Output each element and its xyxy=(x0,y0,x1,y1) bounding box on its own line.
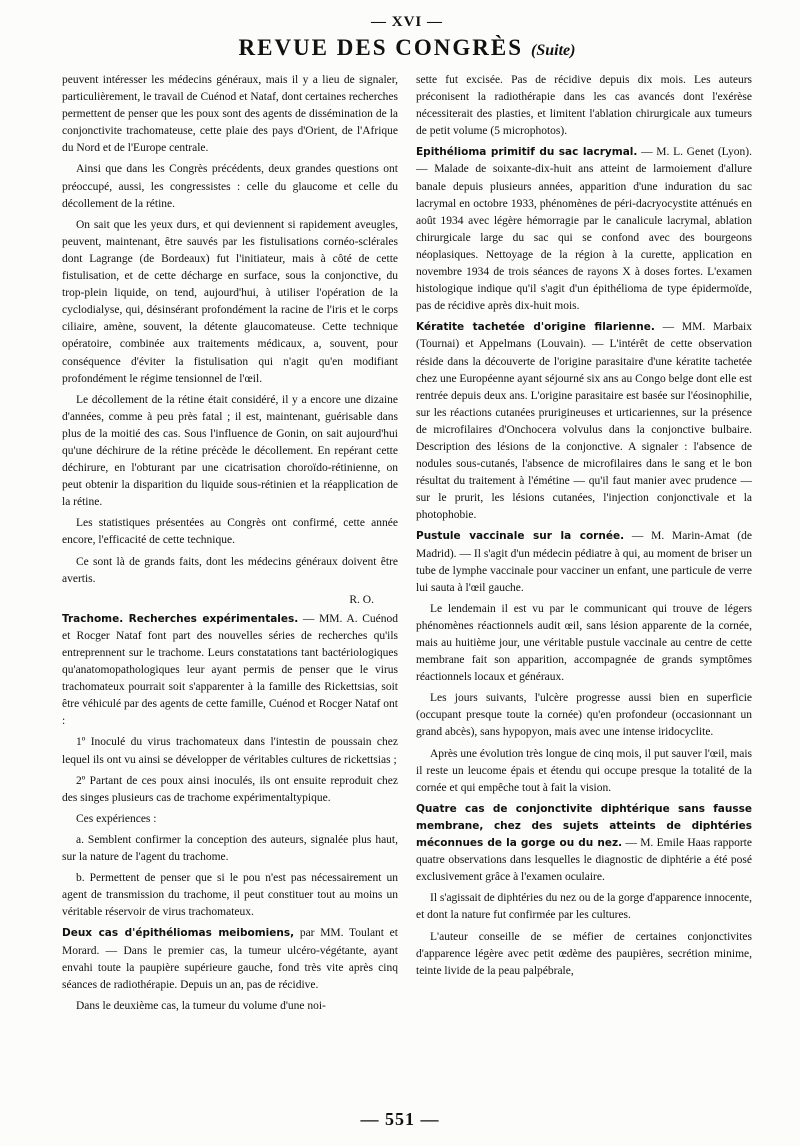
list-item: 1º Inoculé du virus trachomateux dans l'intestin de poussain chez lequel ils ont vu ainsi se développer de véritables cultures de rickettsias ; xyxy=(62,736,398,766)
section-title: Kératite tachetée d'origine filarienne. xyxy=(416,321,655,334)
page-number: — 551 — xyxy=(360,1109,440,1129)
paragraph: Le décollement de la rétine était considéré, il y a encore une dizaine d'années, comme à peu près fatal ; il est, maintenant, guérisable dans plus de la moitié des cas. Sous l'influence de Gonin, on sait aujourd'hui qu'une déchirure de la rétine précède le décollement. En repérant cette déchirure, en l'obturant par une cicatrisation choroïdo-rétinienne, on peut obtenir la disparition du liquide sous-rétinien et la réapplication de la rétine. xyxy=(62,393,398,509)
list-item: a. Semblent confirmer la conception des auteurs, signalée plus haut, sur la nature de l'agent du trachome. xyxy=(62,833,398,864)
section-pustule-vaccinale xyxy=(416,528,752,596)
section-text: par MM. Toulant et Morard. — Dans le premier cas, la tumeur ulcéro-végétante, ayant envahi toute la paupière supérieure gauche, fond très vite après cinq séances de radiothérapie. Depuis un an, pas de récidive. xyxy=(62,927,398,991)
paragraph: Ainsi que dans les Congrès précédents, deux grandes questions ont préoccupé, aussi, les congressistes : celle du glaucome et celle du décollement de la rétine. xyxy=(62,163,398,210)
running-head xyxy=(62,33,752,66)
paragraph: Ce sont là de grands faits, dont les médecins généraux doivent être avertis. xyxy=(62,555,398,585)
paragraph: Le lendemain il est vu par le communicant qui trouve de légers phénomènes réactionnels audit œil, sans lésion apparente de la cornée, mais au huitième jour, une véritable pustule vaccinale au centre de cette membrane fait son apparition, accompagnée de grands symptômes réactionnels locaux et généraux. xyxy=(416,602,752,684)
page-number-roman: — XVI — xyxy=(370,14,443,30)
section-epithelioma-sac-lacrymal xyxy=(416,144,752,315)
section-keratite-filarienne xyxy=(416,319,752,524)
section-conjonctivite-diphterique xyxy=(416,801,752,886)
paragraph: Les statistiques présentées au Congrès ont confirmé, cette année encore, l'efficacité de cette technique. xyxy=(62,517,398,547)
section-title: Trachome. Recherches expérimentales. xyxy=(62,612,299,625)
section-text: — MM. Marbaix (Tournai) et Appelmans (Louvain). — L'intérêt de cette observation réside dans la découverte de l'origine parasitaire d'une kératite tachetée chez une Européenne ayant séjourné six ans au Congo belge dont elle est rentrée depuis deux ans. L'origine parasitaire est basée sur l'éosinophilie, sur les réactions cutanées prurigineuses et urticariennes, sur la présence de microfilaires d'Onchocera volvulus dans la conjonctive bulbaire. Description des lésions de la conjonctive. A signaler : l'absence de nodules sous-cutanés, l'absence de microfilaires dans le sang et le bon résultat du traitement à l'émétine — qu'il faut manier avec prudence — sur le prurit, les lésions cutanées, l'injection conjonctivale et la photophobie. xyxy=(416,321,752,522)
section-epitheliomas-meibomiens xyxy=(62,925,398,993)
section-continued-label: (Suite) xyxy=(531,42,576,59)
paragraph: Après une évolution très longue de cinq mois, il put sauver l'œil, mais il reste un leucome épais et étendu qui occupe presque la totalité de la cornée et qui empêche tout à fait la vision. xyxy=(416,747,752,794)
right-column xyxy=(416,72,752,1019)
section-text: — M. Marin-Amat (de Madrid). — Il s'agit d'un médecin pédiatre à qui, au moment de briser un tube de lymphe vaccinale pour vacciner un enfant, une particule de verre lui sauta à l'œil gauche. xyxy=(416,530,752,594)
section-text: — MM. A. Cuénod et Rocger Nataf font part des nouvelles séries de recherches qu'ils entreprennent sur le trachome. Leurs constatations tant bactériologiques qu'anatomopathologiques leur ayant permis de penser que le virus trachomateux pourrait soit s'apparenter à la famille des Rickettsias, soit être véhiculé par des agents de cette famille, Cuénod et Rocger Nataf ont : xyxy=(62,612,398,728)
section-trachome xyxy=(62,611,398,731)
section-text: — M. Emile Haas rapporte quatre observations dans lesquelles le diagnostic de diphtérie a été posé exclusivement grâce à l'examen oculaire. xyxy=(416,837,752,884)
text-columns xyxy=(62,72,752,1019)
section-title: Pustule vaccinale sur la cornée. xyxy=(416,530,625,543)
list-item: 2º Partant de ces poux ainsi inoculés, ils ont ensuite reproduit chez des singes plusieurs cas de trachome expérimentaltypique. xyxy=(62,774,398,804)
paragraph: sette fut excisée. Pas de récidive depuis dix mois. Les auteurs préconisent la radiothérapie dans les cas avancés dont l'exérèse nécessiterait des plasties, et limitent l'ablation chirurgicale aux tumeurs de petit volume (5 microphotos). xyxy=(416,74,752,138)
left-column xyxy=(62,72,398,1019)
paragraph: Les jours suivants, l'ulcère progresse aussi bien en superficie (occupant presque toute la cornée) qu'en profondeur (occasionnant un grand abcès), sans hypopyon, mais avec une intense iridocyclite. xyxy=(416,692,752,739)
paragraph: Il s'agissait de diphtéries du nez ou de la gorge d'apparence innocente, et dont la nature fut confirmée par les cultures. xyxy=(416,892,752,922)
author-signature: R. O. xyxy=(349,593,374,606)
paragraph: L'auteur conseille de se méfier de certaines conjonctivites d'apparence légère avec petit œdème des paupières, secrétion minime, teinte livide de la peau palpébrale, xyxy=(416,930,752,977)
section-title: Epithélioma primitif du sac lacrymal. xyxy=(416,146,638,159)
section-title: Deux cas d'épithéliomas meibomiens, xyxy=(62,927,295,940)
journal-section-title: REVUE DES CONGRÈS xyxy=(238,35,524,60)
list-item: Ces expériences : xyxy=(76,812,157,825)
paragraph: On sait que les yeux durs, et qui deviennent si rapidement aveugles, peuvent, maintenant, être sauvés par les fistulisations cornéo-sclérales dont Lagrange (de Bordeaux) fut l'initiateur, mais à côté de cette fistulisation, et de cette décharge en surface, sous la conjonctive, du trop-plein liquide, on tend, aujourd'hui, à utiliser l'opération de la cyclodialyse, qui, désinsérant profondément la racine de l'iris et le corps ciliaire, amène, souvent, la détente glaucomateuse. Cette technique opératoire, combinée aux traitements médicaux, a, souvent, pour conséquence d'éviter la fistulisation qui n'agit qu'en modifiant profondément le régime tensionnel de l'œil. xyxy=(62,218,398,385)
section-text: — M. L. Genet (Lyon). — Malade de soixante-dix-huit ans atteint de larmoiement d'allure banale depuis plusieurs années, apparition d'une induration du sac lacrymal en octobre 1933, phénomènes de péri-dacryocystite atténués en août 1934 avec légère hémorragie par le canalicule lacrymal, ablation chirurgicale large du sac qui se confond avec des bourgeons néoplasiques. Nettoyage de la région à la curette, application en novembre 1934 de trois séances de rayons X à doses fortes. L'examen histologique indique qu'il s'agit d'un épithélioma de type épidermoïde, pas de récidive après dix-huit mois. xyxy=(416,146,752,313)
section-title: Quatre cas de conjonctivite diphtérique sans fausse membrane, chez des sujets atteints de diphtéries méconnues de la gorge ou du nez. xyxy=(416,802,752,850)
paragraph: peuvent intéresser les médecins généraux, mais il y a lieu de signaler, particulièrement, le travail de Cuénod et Nataf, dont certaines recherches permettent de penser que les poux sont des agents de dissémination de la conjonctivite trachomateuse, cette plaie des pays d'Orient, de l'Afrique du Nord et de l'Europe centrale. xyxy=(62,74,398,155)
list-item: b. Permettent de penser que si le pou n'est pas nécessairement un agent de transmission du trachome, il peut constituer tout au moins un véritable réservoir de virus trachomateux. xyxy=(62,872,398,919)
paragraph: Dans le deuxième cas, la tumeur du volume d'une noi- xyxy=(76,999,326,1012)
